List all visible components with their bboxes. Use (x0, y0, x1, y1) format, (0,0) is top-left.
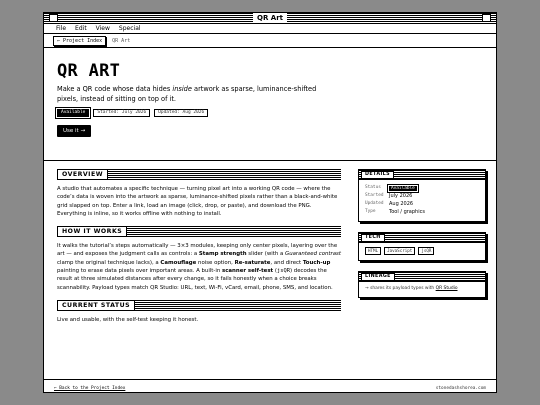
desc-text: Make a QR code whose data hides (57, 85, 173, 93)
back-to-index-footer-link[interactable]: ← Back to the Project Index (54, 386, 126, 391)
title-bar[interactable] (44, 13, 496, 24)
tech-chips (359, 243, 485, 260)
main-content (57, 169, 341, 332)
details-card (358, 169, 486, 222)
lineage-text (359, 282, 485, 297)
app-window (43, 12, 497, 393)
menu-special[interactable]: Special (118, 25, 141, 32)
menu-bar (44, 24, 496, 34)
detail-value: July 2026 (389, 193, 413, 199)
menu-edit[interactable]: Edit (75, 25, 87, 32)
overview-text: A studio that automates a specific technique — turning pixel art into a working QR code — where the code’s data is woven into the artwork as sparse, luminance-shifted pixels rather than a black-and-white grid slapped on top. Enter a link, load an image (click, drop, or paste), and download the PNG. Everything is inline, so it works offline with nothing to install. (57, 186, 338, 217)
menu-file[interactable]: File (56, 25, 67, 32)
text: clamp the original technique lacks), a (57, 259, 161, 266)
breadcrumb-current: QR Art (112, 37, 131, 44)
section-title: HOW IT WORKS (57, 226, 127, 237)
section-header-overview (57, 169, 341, 180)
card-title: LINEAGE (361, 273, 395, 281)
text: It walks the tutorial’s steps automatically — 3×3 modules, keeping only center pixels, layering over the art — and exposes the judgment calls as controls: a (57, 243, 338, 258)
footer-divider (44, 379, 496, 380)
detail-value: Aug 2026 (389, 201, 414, 207)
page-description (57, 84, 317, 104)
text-italic: Guaranteed contrast (285, 251, 341, 258)
hero (57, 61, 477, 137)
page-title: QR ART (57, 61, 121, 81)
card-title: TECH (361, 234, 385, 242)
card-body (359, 180, 485, 221)
detail-row (365, 208, 479, 216)
detail-key: Type (365, 209, 376, 214)
text-bold: Re-saturate (234, 259, 271, 266)
detail-key: Started (365, 193, 384, 198)
card-header (359, 170, 485, 180)
footer (44, 388, 496, 393)
tag-row (57, 109, 477, 117)
sidebar (358, 169, 486, 308)
zoom-box-icon[interactable] (482, 14, 491, 22)
tech-chip: JavaScript (384, 247, 415, 255)
qr-studio-link[interactable]: QR Studio (435, 286, 458, 291)
text-bold: Touch-up (302, 259, 331, 266)
text: slider (with a (246, 251, 286, 258)
desc-emphasis: inside (172, 85, 192, 93)
window-title: QR Art (253, 13, 287, 23)
text: ) decodes the result at three simulated distances after every change, so it fails honestly when a choice breaks scannability. Payload types match QR Studio: URL, text, Wi-Fi, vCard, email, phone, SMS, and location. (57, 268, 333, 291)
site-name: stonedashshorea.com (435, 386, 486, 391)
updated-tag: Updated: Aug 2026 (154, 109, 208, 117)
divider (44, 160, 496, 161)
current-status-text: Live and usable, with the self-test keeping it honest. (57, 316, 199, 323)
breadcrumb (44, 34, 496, 48)
text: ( (273, 268, 277, 275)
card-title: DETAILS (361, 171, 394, 179)
card-header (359, 233, 485, 243)
menu-view[interactable]: View (95, 25, 110, 32)
tech-chip: jsQR (418, 247, 434, 255)
detail-row (365, 192, 479, 200)
lineage-label: → shares its payload types with (365, 286, 436, 291)
detail-key: Status (365, 185, 381, 190)
detail-key: Updated (365, 201, 384, 206)
detail-row (365, 200, 479, 208)
card-header (359, 272, 485, 282)
tech-card (358, 232, 486, 261)
desc-text: artwork as sparse, luminance-shifted pixels, instead of sitting on top of it. (57, 85, 317, 103)
tech-chip: HTML (365, 247, 381, 255)
text: noise option, (196, 259, 235, 266)
back-to-index-link[interactable]: ← Project Index (53, 36, 106, 46)
text: painting to erase data pixels over important areas. A built-in (57, 268, 222, 275)
section-header-how (57, 226, 341, 237)
detail-value: Tool / graphics (389, 209, 425, 215)
section-title: OVERVIEW (57, 169, 108, 180)
use-it-button[interactable]: Use it → (57, 125, 91, 137)
text-bold: Stamp strength (198, 251, 247, 258)
close-box-icon[interactable] (49, 14, 58, 22)
detail-row (365, 184, 479, 192)
text-bold: Camouflage (160, 259, 197, 266)
text: , and direct (270, 259, 303, 266)
text-bold: scanner self-test (222, 268, 274, 275)
section-header-status (57, 300, 341, 311)
status-badge: Available (57, 109, 89, 117)
section-title: CURRENT STATUS (57, 300, 135, 311)
how-it-works-text (57, 242, 341, 292)
lineage-card (358, 271, 486, 298)
started-tag: Started: July 2026 (93, 109, 150, 117)
text-mono: jsQR (276, 268, 290, 275)
status-badge: Available (391, 186, 415, 191)
